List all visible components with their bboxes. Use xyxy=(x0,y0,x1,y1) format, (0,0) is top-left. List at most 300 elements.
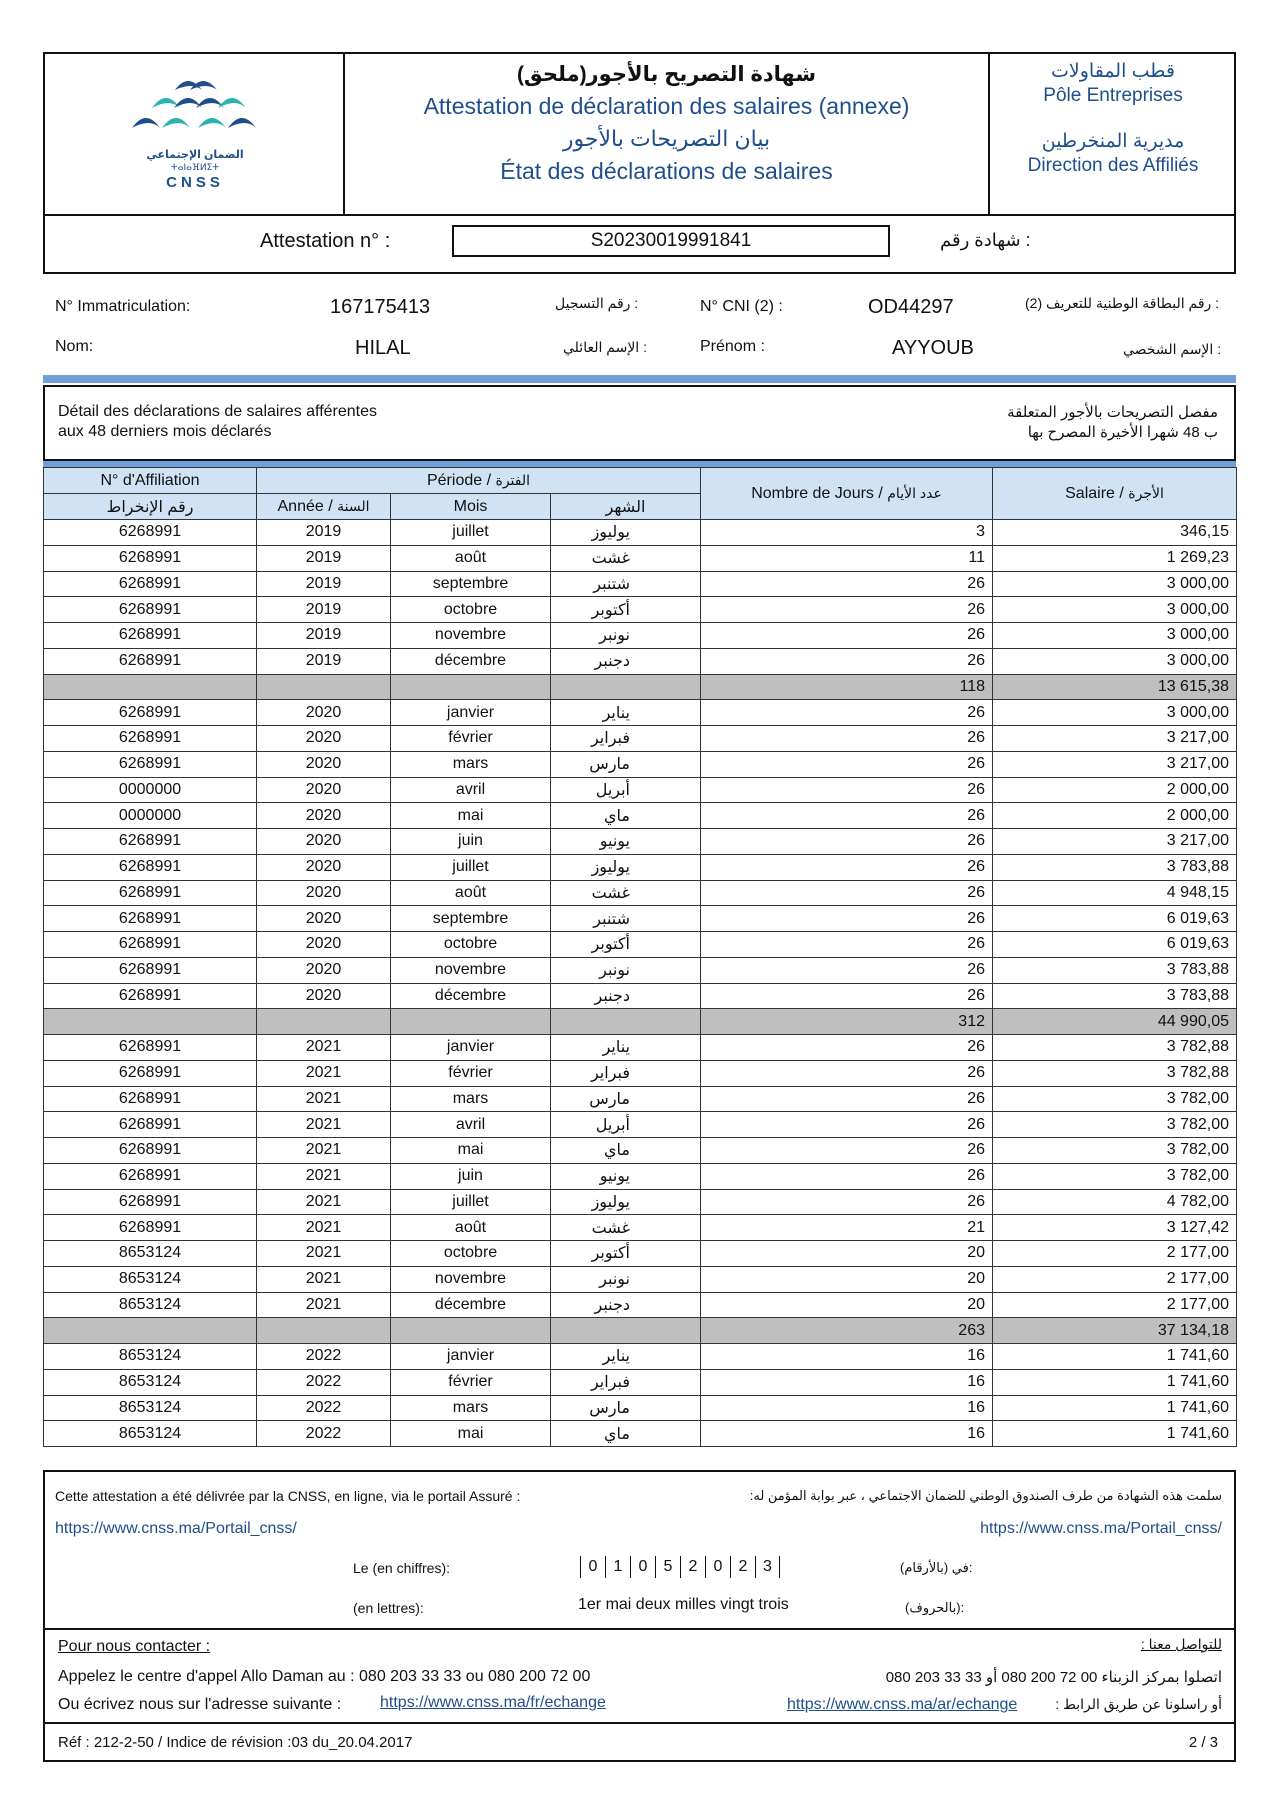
cell-year: 2021 xyxy=(257,1241,391,1267)
cell-year: 2020 xyxy=(257,751,391,777)
table-row xyxy=(44,1163,1237,1189)
immat-label-ar: رقم التسجيل : xyxy=(555,295,639,311)
date-label-fr: Le (en chiffres): xyxy=(353,1560,451,1576)
cell-affiliation: 6268991 xyxy=(44,906,257,932)
cell-month-ar: ماي xyxy=(551,803,701,829)
portal-link-ar[interactable]: https://www.cnss.ma/Portail_cnss/ xyxy=(980,1520,1222,1537)
cell-days: 11 xyxy=(701,545,993,571)
cni-label: N° CNI (2) : xyxy=(700,298,783,315)
nom-value: HILAL xyxy=(355,337,411,359)
cell-affiliation: 6268991 xyxy=(44,726,257,752)
cell-affiliation: 8653124 xyxy=(44,1292,257,1318)
cell-salary: 6 019,63 xyxy=(993,932,1237,958)
cell-month-ar: غشت xyxy=(551,545,701,571)
nom-label: Nom: xyxy=(55,338,94,355)
table-row xyxy=(44,1369,1237,1395)
cell-month: mars xyxy=(391,1086,551,1112)
cell-month-ar: شتنبر xyxy=(551,906,701,932)
cell-salary: 44 990,05 xyxy=(993,1009,1237,1035)
cell-affiliation: 6268991 xyxy=(44,854,257,880)
cell-affiliation: 8653124 xyxy=(44,1369,257,1395)
cell-affiliation: 6268991 xyxy=(44,648,257,674)
cell-salary: 6 019,63 xyxy=(993,906,1237,932)
cell-days: 26 xyxy=(701,829,993,855)
cell-affiliation: 6268991 xyxy=(44,520,257,546)
cell-days: 26 xyxy=(701,854,993,880)
blue-divider xyxy=(43,375,1236,383)
cell-month xyxy=(391,1318,551,1344)
cell-days: 26 xyxy=(701,726,993,752)
cell-affiliation: 0000000 xyxy=(44,777,257,803)
cell-month: avril xyxy=(391,1112,551,1138)
cell-salary: 3 783,88 xyxy=(993,957,1237,983)
cnss-logo-icon xyxy=(130,68,260,148)
header-jours: Nombre de Jours / عدد الأيام xyxy=(701,468,993,520)
cell-days: 26 xyxy=(701,700,993,726)
department-area xyxy=(990,54,1236,214)
cell-salary: 1 741,60 xyxy=(993,1369,1237,1395)
cell-days: 26 xyxy=(701,1035,993,1061)
cell-year xyxy=(257,674,391,700)
cell-year: 2020 xyxy=(257,726,391,752)
cell-affiliation: 6268991 xyxy=(44,983,257,1009)
table-row xyxy=(44,571,1237,597)
cell-month-ar: أبريل xyxy=(551,1112,701,1138)
cell-year: 2019 xyxy=(257,623,391,649)
cell-year: 2020 xyxy=(257,854,391,880)
contact-fr: Pour nous contacter : xyxy=(58,1638,211,1655)
cell-month-ar: نونبر xyxy=(551,1266,701,1292)
date-digit: 0 xyxy=(705,1556,730,1578)
table-row xyxy=(44,545,1237,571)
cell-affiliation xyxy=(44,674,257,700)
subtitle-ar: بيان التصريحات بالأجور xyxy=(562,126,771,151)
cell-days: 26 xyxy=(701,777,993,803)
cell-month-ar: مارس xyxy=(551,1395,701,1421)
cell-year: 2020 xyxy=(257,829,391,855)
table-row xyxy=(44,597,1237,623)
cell-month xyxy=(391,1009,551,1035)
cell-days: 26 xyxy=(701,1086,993,1112)
cell-affiliation: 6268991 xyxy=(44,1138,257,1164)
cell-affiliation: 8653124 xyxy=(44,1395,257,1421)
table-row xyxy=(44,1060,1237,1086)
date-digit: 0 xyxy=(580,1556,605,1578)
cell-affiliation: 6268991 xyxy=(44,880,257,906)
cell-salary: 3 783,88 xyxy=(993,983,1237,1009)
cell-month: octobre xyxy=(391,932,551,958)
cell-days: 26 xyxy=(701,1138,993,1164)
attestation-box xyxy=(43,216,1236,274)
cell-days: 26 xyxy=(701,1112,993,1138)
cell-days: 26 xyxy=(701,751,993,777)
cell-month: janvier xyxy=(391,1344,551,1370)
cni-label-ar: رقم البطاقة الوطنية للتعريف (2) : xyxy=(1025,295,1220,311)
cell-month: janvier xyxy=(391,1035,551,1061)
cell-days: 26 xyxy=(701,880,993,906)
pole-fr: Pôle Entreprises xyxy=(1043,85,1183,106)
header-annee: Année / السنة xyxy=(257,494,391,520)
cell-salary: 346,15 xyxy=(993,520,1237,546)
subtitle-fr: État des déclarations de salaires xyxy=(500,158,833,184)
table-row xyxy=(44,1112,1237,1138)
cell-month: mai xyxy=(391,803,551,829)
table-row xyxy=(44,854,1237,880)
cell-month-ar: يونيو xyxy=(551,1163,701,1189)
page-number: 2 / 3 xyxy=(1188,1734,1218,1751)
portal-link-fr[interactable]: https://www.cnss.ma/Portail_cnss/ xyxy=(55,1520,297,1537)
immat-value: 167175413 xyxy=(330,296,431,318)
cell-salary: 1 269,23 xyxy=(993,545,1237,571)
cell-affiliation: 8653124 xyxy=(44,1266,257,1292)
cell-affiliation: 6268991 xyxy=(44,1035,257,1061)
table-row xyxy=(44,1395,1237,1421)
cell-month: décembre xyxy=(391,1292,551,1318)
cell-days: 26 xyxy=(701,623,993,649)
cell-month-ar xyxy=(551,1318,701,1344)
table-row xyxy=(44,648,1237,674)
title-area xyxy=(345,54,990,214)
cell-year: 2019 xyxy=(257,597,391,623)
cell-salary: 3 000,00 xyxy=(993,623,1237,649)
attestation-number: S20230019991841 xyxy=(452,225,890,257)
cell-month: août xyxy=(391,1215,551,1241)
cell-year: 2021 xyxy=(257,1215,391,1241)
table-row xyxy=(44,1138,1237,1164)
reference-box xyxy=(43,1724,1236,1762)
cell-days: 21 xyxy=(701,1215,993,1241)
table-row xyxy=(44,1292,1237,1318)
cell-month: juin xyxy=(391,829,551,855)
cell-month-ar: فبراير xyxy=(551,1369,701,1395)
cell-month-ar: ماي xyxy=(551,1138,701,1164)
cell-month-ar: يوليوز xyxy=(551,854,701,880)
subtotal-row xyxy=(44,1318,1237,1344)
date-digit: 2 xyxy=(730,1556,755,1578)
subtotal-row xyxy=(44,1009,1237,1035)
reference: Réf : 212-2-50 / Indice de révision :03 du_20.04.2017 xyxy=(58,1734,413,1751)
cell-salary: 3 127,42 xyxy=(993,1215,1237,1241)
table-row xyxy=(44,726,1237,752)
cell-month-ar: أبريل xyxy=(551,777,701,803)
table-row xyxy=(44,983,1237,1009)
cell-days: 26 xyxy=(701,983,993,1009)
table-row xyxy=(44,957,1237,983)
cell-month: septembre xyxy=(391,906,551,932)
cell-month: février xyxy=(391,726,551,752)
cell-month: novembre xyxy=(391,957,551,983)
cell-month-ar: نونبر xyxy=(551,623,701,649)
cell-days: 16 xyxy=(701,1344,993,1370)
cell-year: 2022 xyxy=(257,1421,391,1447)
cell-year: 2020 xyxy=(257,983,391,1009)
table-row xyxy=(44,1035,1237,1061)
date-digit: 1 xyxy=(605,1556,630,1578)
contact-ar: للتواصل معنا : xyxy=(1140,1636,1222,1652)
cell-affiliation: 6268991 xyxy=(44,597,257,623)
cell-days: 20 xyxy=(701,1292,993,1318)
cell-days: 16 xyxy=(701,1395,993,1421)
prenom-label-ar: الإسم الشخصي : xyxy=(1123,341,1222,357)
header-box xyxy=(43,52,1236,216)
table-row xyxy=(44,932,1237,958)
cell-affiliation: 6268991 xyxy=(44,1112,257,1138)
header-mois-ar: الشهر xyxy=(551,494,701,520)
cell-month xyxy=(391,674,551,700)
immat-label: N° Immatriculation: xyxy=(55,298,191,315)
cell-salary: 3 782,00 xyxy=(993,1138,1237,1164)
cell-year: 2019 xyxy=(257,571,391,597)
cell-days: 16 xyxy=(701,1421,993,1447)
cell-salary: 4 948,15 xyxy=(993,880,1237,906)
table-row xyxy=(44,1189,1237,1215)
cell-year: 2020 xyxy=(257,803,391,829)
cell-month-ar: ماي xyxy=(551,1421,701,1447)
cell-salary: 1 741,60 xyxy=(993,1344,1237,1370)
cell-salary: 2 177,00 xyxy=(993,1266,1237,1292)
cell-year: 2022 xyxy=(257,1395,391,1421)
cell-month-ar: دجنبر xyxy=(551,1292,701,1318)
pole-ar: قطب المقاولات xyxy=(1051,61,1175,82)
cell-salary: 3 782,88 xyxy=(993,1060,1237,1086)
call-ar: اتصلوا بمركز الزبناء 00 72 200 080 أو 33 33 203 080 xyxy=(885,1669,1222,1686)
cell-month: octobre xyxy=(391,1241,551,1267)
cell-month: mars xyxy=(391,1395,551,1421)
table-row xyxy=(44,803,1237,829)
cell-affiliation: 6268991 xyxy=(44,545,257,571)
letters-value: 1er mai deux milles vingt trois xyxy=(578,1596,789,1613)
cell-year: 2020 xyxy=(257,932,391,958)
write-fr: Ou écrivez nous sur l'adresse suivante : xyxy=(58,1696,342,1713)
cell-month: janvier xyxy=(391,700,551,726)
date-digit: 0 xyxy=(630,1556,655,1578)
logo-area xyxy=(45,54,345,214)
cell-month: août xyxy=(391,880,551,906)
detail-ar-line1: مفصل التصريحات بالأجور المتعلقة xyxy=(1007,404,1218,421)
date-label-ar: في (بالأرقام): xyxy=(900,1560,973,1575)
cell-days: 26 xyxy=(701,906,993,932)
cell-salary: 1 741,60 xyxy=(993,1395,1237,1421)
logo-text-ar: الضمان الإجتماعي xyxy=(146,149,244,161)
call-fr: Appelez le centre d'appel Allo Daman au : 080 203 33 33 ou 080 200 72 00 xyxy=(58,1668,591,1685)
cell-month-ar: دجنبر xyxy=(551,648,701,674)
cell-affiliation xyxy=(44,1009,257,1035)
cell-year: 2019 xyxy=(257,520,391,546)
cell-month: février xyxy=(391,1369,551,1395)
cell-month: juillet xyxy=(391,854,551,880)
cell-month-ar: غشت xyxy=(551,1215,701,1241)
cell-year: 2020 xyxy=(257,880,391,906)
cell-affiliation: 6268991 xyxy=(44,571,257,597)
table-body xyxy=(44,520,1237,1447)
table-row xyxy=(44,880,1237,906)
cell-salary: 3 000,00 xyxy=(993,597,1237,623)
cell-month: juin xyxy=(391,1163,551,1189)
declarations-table xyxy=(43,467,1237,1447)
cell-year: 2021 xyxy=(257,1035,391,1061)
table-row xyxy=(44,777,1237,803)
cell-salary: 1 741,60 xyxy=(993,1421,1237,1447)
cell-salary: 2 177,00 xyxy=(993,1241,1237,1267)
cell-affiliation: 6268991 xyxy=(44,623,257,649)
date-digit: 3 xyxy=(755,1556,780,1578)
cell-affiliation: 6268991 xyxy=(44,1086,257,1112)
table-row xyxy=(44,1421,1237,1447)
cell-salary: 37 134,18 xyxy=(993,1318,1237,1344)
cell-affiliation: 6268991 xyxy=(44,957,257,983)
cell-days: 118 xyxy=(701,674,993,700)
cell-month: avril xyxy=(391,777,551,803)
direction-ar: مديرية المنخرطين xyxy=(1041,131,1185,152)
logo-text-tifinagh: ⵜⴰⵏⴰⴼⵍⵉⵜ xyxy=(170,162,220,172)
cell-affiliation: 8653124 xyxy=(44,1241,257,1267)
cell-month-ar: يناير xyxy=(551,1035,701,1061)
cell-month-ar: أكتوبر xyxy=(551,597,701,623)
cell-affiliation: 6268991 xyxy=(44,829,257,855)
cell-year: 2021 xyxy=(257,1060,391,1086)
cell-year: 2021 xyxy=(257,1266,391,1292)
subtotal-row xyxy=(44,674,1237,700)
cell-salary: 3 782,00 xyxy=(993,1163,1237,1189)
cell-month-ar: نونبر xyxy=(551,957,701,983)
write-link-ar[interactable]: https://www.cnss.ma/ar/echange xyxy=(787,1696,1018,1713)
cell-salary: 2 000,00 xyxy=(993,803,1237,829)
cell-year: 2021 xyxy=(257,1292,391,1318)
cell-days: 26 xyxy=(701,932,993,958)
cell-affiliation: 8653124 xyxy=(44,1344,257,1370)
cell-days: 26 xyxy=(701,1163,993,1189)
cell-affiliation: 6268991 xyxy=(44,1189,257,1215)
cell-salary: 2 000,00 xyxy=(993,777,1237,803)
cell-affiliation: 6268991 xyxy=(44,751,257,777)
cell-salary: 3 000,00 xyxy=(993,571,1237,597)
cell-salary: 13 615,38 xyxy=(993,674,1237,700)
cell-year: 2021 xyxy=(257,1112,391,1138)
cell-days: 26 xyxy=(701,571,993,597)
cell-salary: 3 217,00 xyxy=(993,726,1237,752)
cell-affiliation: 6268991 xyxy=(44,1215,257,1241)
table-row xyxy=(44,1266,1237,1292)
cell-month-ar: شتنبر xyxy=(551,571,701,597)
cell-days: 16 xyxy=(701,1369,993,1395)
cell-month-ar xyxy=(551,1009,701,1035)
table-row xyxy=(44,751,1237,777)
cell-salary: 2 177,00 xyxy=(993,1292,1237,1318)
cell-affiliation: 0000000 xyxy=(44,803,257,829)
cell-month: mai xyxy=(391,1421,551,1447)
cell-salary: 3 782,00 xyxy=(993,1112,1237,1138)
cell-year xyxy=(257,1009,391,1035)
cell-affiliation: 6268991 xyxy=(44,1163,257,1189)
table-row xyxy=(44,829,1237,855)
cell-affiliation: 8653124 xyxy=(44,1421,257,1447)
cell-month-ar xyxy=(551,674,701,700)
cell-month: février xyxy=(391,1060,551,1086)
cell-salary: 4 782,00 xyxy=(993,1189,1237,1215)
table-row xyxy=(44,700,1237,726)
cell-year: 2022 xyxy=(257,1344,391,1370)
table-row xyxy=(44,1086,1237,1112)
header-affiliation: N° d'Affiliation xyxy=(44,468,257,494)
delivery-box xyxy=(43,1470,1236,1630)
cell-month-ar: يوليوز xyxy=(551,1189,701,1215)
nom-label-ar: الإسم العائلي : xyxy=(563,339,647,355)
cell-days: 26 xyxy=(701,803,993,829)
cni-value: OD44297 xyxy=(868,296,954,318)
cell-year: 2019 xyxy=(257,545,391,571)
cell-days: 3 xyxy=(701,520,993,546)
detail-fr-line1: Détail des déclarations de salaires afférentes xyxy=(58,403,377,420)
cell-year: 2020 xyxy=(257,906,391,932)
cell-year: 2019 xyxy=(257,648,391,674)
cell-affiliation: 6268991 xyxy=(44,932,257,958)
cell-month-ar: فبراير xyxy=(551,726,701,752)
cell-days: 263 xyxy=(701,1318,993,1344)
cell-affiliation xyxy=(44,1318,257,1344)
cell-month-ar: يوليوز xyxy=(551,520,701,546)
cell-salary: 3 217,00 xyxy=(993,751,1237,777)
attestation-label-ar: شهادة رقم : xyxy=(940,230,1031,250)
cell-year: 2022 xyxy=(257,1369,391,1395)
cell-month-ar: يونيو xyxy=(551,829,701,855)
title-ar: شهادة التصريح بالأجور(ملحق) xyxy=(516,63,817,86)
prenom-value: AYYOUB xyxy=(892,337,974,359)
cell-salary: 3 000,00 xyxy=(993,700,1237,726)
table-row xyxy=(44,906,1237,932)
title-fr: Attestation de déclaration des salaires (annexe) xyxy=(423,93,910,119)
prenom-label: Prénom : xyxy=(700,338,765,355)
logo-text: CNSS xyxy=(166,174,224,191)
cell-month-ar: يناير xyxy=(551,1344,701,1370)
cell-days: 26 xyxy=(701,1060,993,1086)
date-digits xyxy=(580,1556,780,1578)
cell-days: 26 xyxy=(701,597,993,623)
table-row xyxy=(44,1215,1237,1241)
cell-days: 26 xyxy=(701,648,993,674)
table-row xyxy=(44,520,1237,546)
contact-box xyxy=(43,1630,1236,1724)
cell-month: décembre xyxy=(391,983,551,1009)
delivered-ar: سلمت هذه الشهادة من طرف الصندوق الوطني للضمان الاجتماعي ، عبر بوابة المؤمن له: xyxy=(749,1488,1222,1503)
detail-box xyxy=(43,385,1236,461)
cell-year xyxy=(257,1318,391,1344)
cell-month-ar: مارس xyxy=(551,751,701,777)
write-link-fr[interactable]: https://www.cnss.ma/fr/echange xyxy=(380,1694,606,1711)
cell-year: 2021 xyxy=(257,1086,391,1112)
cell-month: décembre xyxy=(391,648,551,674)
header-periode: Période / الفترة xyxy=(257,468,701,494)
cell-month-ar: أكتوبر xyxy=(551,932,701,958)
write-ar: أو راسلونا عن طريق الرابط : xyxy=(1055,1696,1222,1712)
cell-month-ar: فبراير xyxy=(551,1060,701,1086)
cell-salary: 3 000,00 xyxy=(993,648,1237,674)
cell-year: 2021 xyxy=(257,1138,391,1164)
cell-month: octobre xyxy=(391,597,551,623)
cell-days: 26 xyxy=(701,957,993,983)
cell-salary: 3 783,88 xyxy=(993,854,1237,880)
attestation-label-fr: Attestation n° : xyxy=(260,230,391,252)
cell-salary: 3 782,88 xyxy=(993,1035,1237,1061)
cell-month: juillet xyxy=(391,1189,551,1215)
table-row xyxy=(44,1344,1237,1370)
letters-label-ar: (بالحروف): xyxy=(905,1600,965,1615)
cell-month: août xyxy=(391,545,551,571)
cell-affiliation: 6268991 xyxy=(44,1060,257,1086)
cell-month: mars xyxy=(391,751,551,777)
cell-year: 2021 xyxy=(257,1163,391,1189)
cell-month: novembre xyxy=(391,1266,551,1292)
letters-label-fr: (en lettres): xyxy=(353,1600,424,1616)
